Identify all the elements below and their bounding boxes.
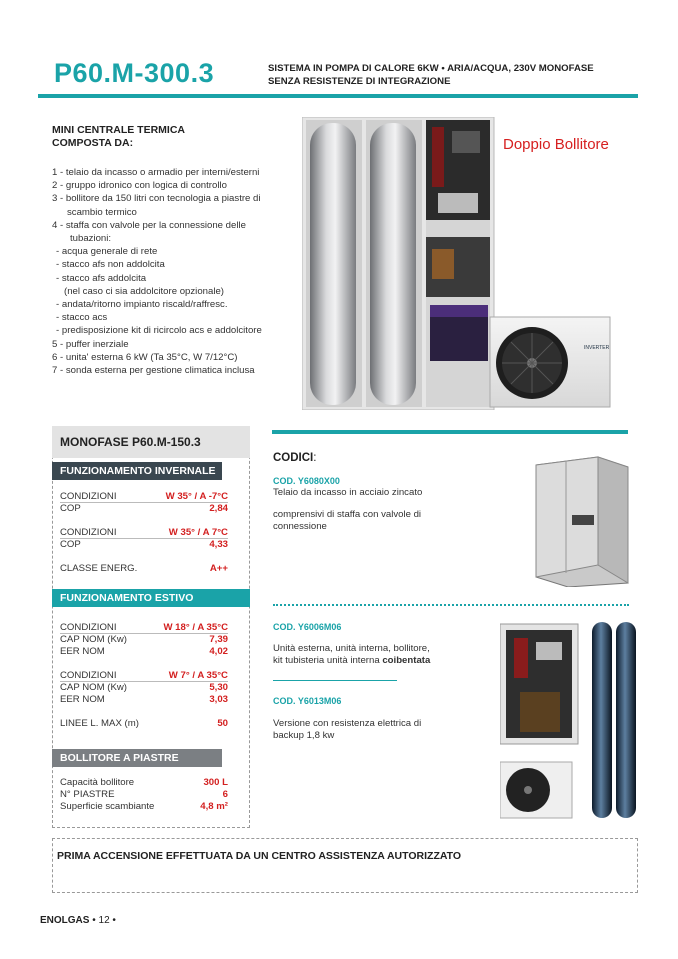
page-subtitle xyxy=(268,62,594,88)
product-description xyxy=(273,718,421,742)
spec-value: 2,84 xyxy=(209,503,228,514)
composition-heading xyxy=(52,124,252,150)
codes-divider xyxy=(272,430,628,434)
spec-value: 6 xyxy=(222,789,228,800)
list-item: - predisposizione kit di ricircolo acs e addolcitore xyxy=(56,325,262,337)
subtitle-line-1: SISTEMA IN POMPA DI CALORE 6KW • ARIA/ACQUA, 230V MONOFASE xyxy=(268,63,594,74)
composition-heading-line-1: MINI CENTRALE TERMICA xyxy=(52,124,185,136)
list-item: 6 - unita' esterna 6 kW (Ta 35°C, W 7/12°C) xyxy=(52,351,238,363)
spec-label: CONDIZIONI xyxy=(60,670,117,681)
list-item: 7 - sonda esterna per gestione climatica inclusa xyxy=(52,365,255,377)
spec-label: COP xyxy=(60,539,81,550)
product-code: COD. Y6080X00 xyxy=(273,476,340,486)
description-line: Versione con resistenza elettrica di xyxy=(273,718,422,729)
product-code: COD. Y6013M06 xyxy=(273,696,342,706)
notice-text: PRIMA ACCENSIONE EFFETTUATA DA UN CENTRO ASSISTENZA AUTORIZZATO xyxy=(57,850,462,862)
spec-value: 5,30 xyxy=(209,682,228,693)
spec-value: 7,39 xyxy=(209,634,228,645)
spec-title: MONOFASE P60.M-150.3 xyxy=(60,435,201,449)
spec-value: 300 L xyxy=(203,777,228,788)
description-line: comprensivi di staffa con valvole di xyxy=(273,509,422,520)
codes-heading xyxy=(273,452,316,464)
spec-label: CONDIZIONI xyxy=(60,527,117,538)
description-line: backup 1,8 kw xyxy=(273,730,335,741)
photo-caption: Doppio Bollitore xyxy=(503,136,609,153)
spec-value: 50 xyxy=(217,718,228,729)
divider xyxy=(273,680,397,681)
spec-label: Capacità bollitore xyxy=(60,777,135,788)
description-bold: coibentata xyxy=(382,655,431,666)
spec-value: 4,8 m² xyxy=(200,801,228,812)
product-description xyxy=(273,487,487,533)
spec-label: Superficie scambiante xyxy=(60,801,155,812)
spec-label: CONDIZIONI xyxy=(60,622,117,633)
list-item: scambio termico xyxy=(67,206,137,218)
spec-label: COP xyxy=(60,503,81,514)
description-text: kit tubisteria unità interna xyxy=(273,655,383,666)
description-line: Unità esterna, unità interna, bollitore, xyxy=(273,643,430,654)
spec-label: CLASSE ENERG. xyxy=(60,563,138,574)
divider xyxy=(60,502,228,503)
description-line: Telaio da incasso in acciaio zincato xyxy=(273,487,423,498)
divider xyxy=(60,538,228,539)
page-title: P60.M-300.3 xyxy=(54,58,215,88)
spec-value: W 7° / A 35°C xyxy=(168,670,228,681)
spec-label: CONDIZIONI xyxy=(60,491,117,502)
list-item: 4 - staffa con valvole per la connessione delle xyxy=(52,219,246,231)
list-item: tubazioni: xyxy=(70,233,112,245)
list-item: - stacco acs xyxy=(56,312,108,324)
spec-label: CAP NOM (Kw) xyxy=(60,634,127,645)
codes-heading-label: CODICI xyxy=(273,452,314,464)
footer xyxy=(40,915,116,926)
spec-value: A++ xyxy=(209,563,228,574)
spec-value: 4,33 xyxy=(209,539,228,550)
list-item: - stacco afs non addolcita xyxy=(56,259,165,271)
list-item: - stacco afs addolcita xyxy=(56,272,147,284)
description-line xyxy=(273,655,430,667)
system-kit-photo xyxy=(500,622,636,822)
list-item: 2 - gruppo idronico con logica di controllo xyxy=(52,180,227,192)
header-divider xyxy=(38,94,638,98)
codes-heading-colon: : xyxy=(313,452,317,464)
subtitle-line-2: SENZA RESISTENZE DI INTEGRAZIONE xyxy=(268,76,451,87)
spec-label: EER NOM xyxy=(60,646,105,657)
spec-value: W 35° / A 7°C xyxy=(168,527,228,538)
list-item: (nel caso ci sia addolcitore opzionale) xyxy=(64,285,224,297)
list-item: 5 - puffer inerziale xyxy=(52,338,129,350)
spec-label: LINEE L. MAX (m) xyxy=(60,718,139,729)
footer-brand: ENOLGAS xyxy=(40,915,90,926)
spec-value: 3,03 xyxy=(209,694,228,705)
spec-label: N° PIASTRE xyxy=(60,789,115,800)
page-number: • 12 • xyxy=(89,915,116,926)
spec-label: EER NOM xyxy=(60,694,105,705)
list-item: 3 - bollitore da 150 litri con tecnologia a piastre di xyxy=(52,193,261,205)
spec-label: CAP NOM (Kw) xyxy=(60,682,127,693)
list-item: 1 - telaio da incasso o armadio per interni/esterni xyxy=(52,167,260,178)
list-item: - acqua generale di rete xyxy=(56,246,158,258)
description-line: connessione xyxy=(273,521,327,532)
list-item: - andata/ritorno impianto riscald/raffresc. xyxy=(56,299,228,311)
spec-value: W 18° / A 35°C xyxy=(163,622,228,633)
cabinet-frame-photo xyxy=(528,455,632,587)
codes-dotted-divider xyxy=(273,604,629,606)
double-boiler-photo xyxy=(302,117,630,410)
composition-list xyxy=(52,166,302,377)
boiler-heading: BOLLITORE A PIASTRE xyxy=(52,749,222,767)
spec-value: 4,02 xyxy=(209,646,228,657)
winter-heading: FUNZIONAMENTO INVERNALE xyxy=(52,462,222,480)
product-description xyxy=(273,643,430,667)
spec-value: W 35° / A -7°C xyxy=(165,491,228,502)
inverter-logo-text: INVERTER xyxy=(584,345,610,351)
summer-heading: FUNZIONAMENTO ESTIVO xyxy=(52,589,250,607)
composition-heading-line-2: COMPOSTA DA: xyxy=(52,137,134,149)
notice-box xyxy=(52,838,638,893)
product-code: COD. Y6006M06 xyxy=(273,622,342,632)
